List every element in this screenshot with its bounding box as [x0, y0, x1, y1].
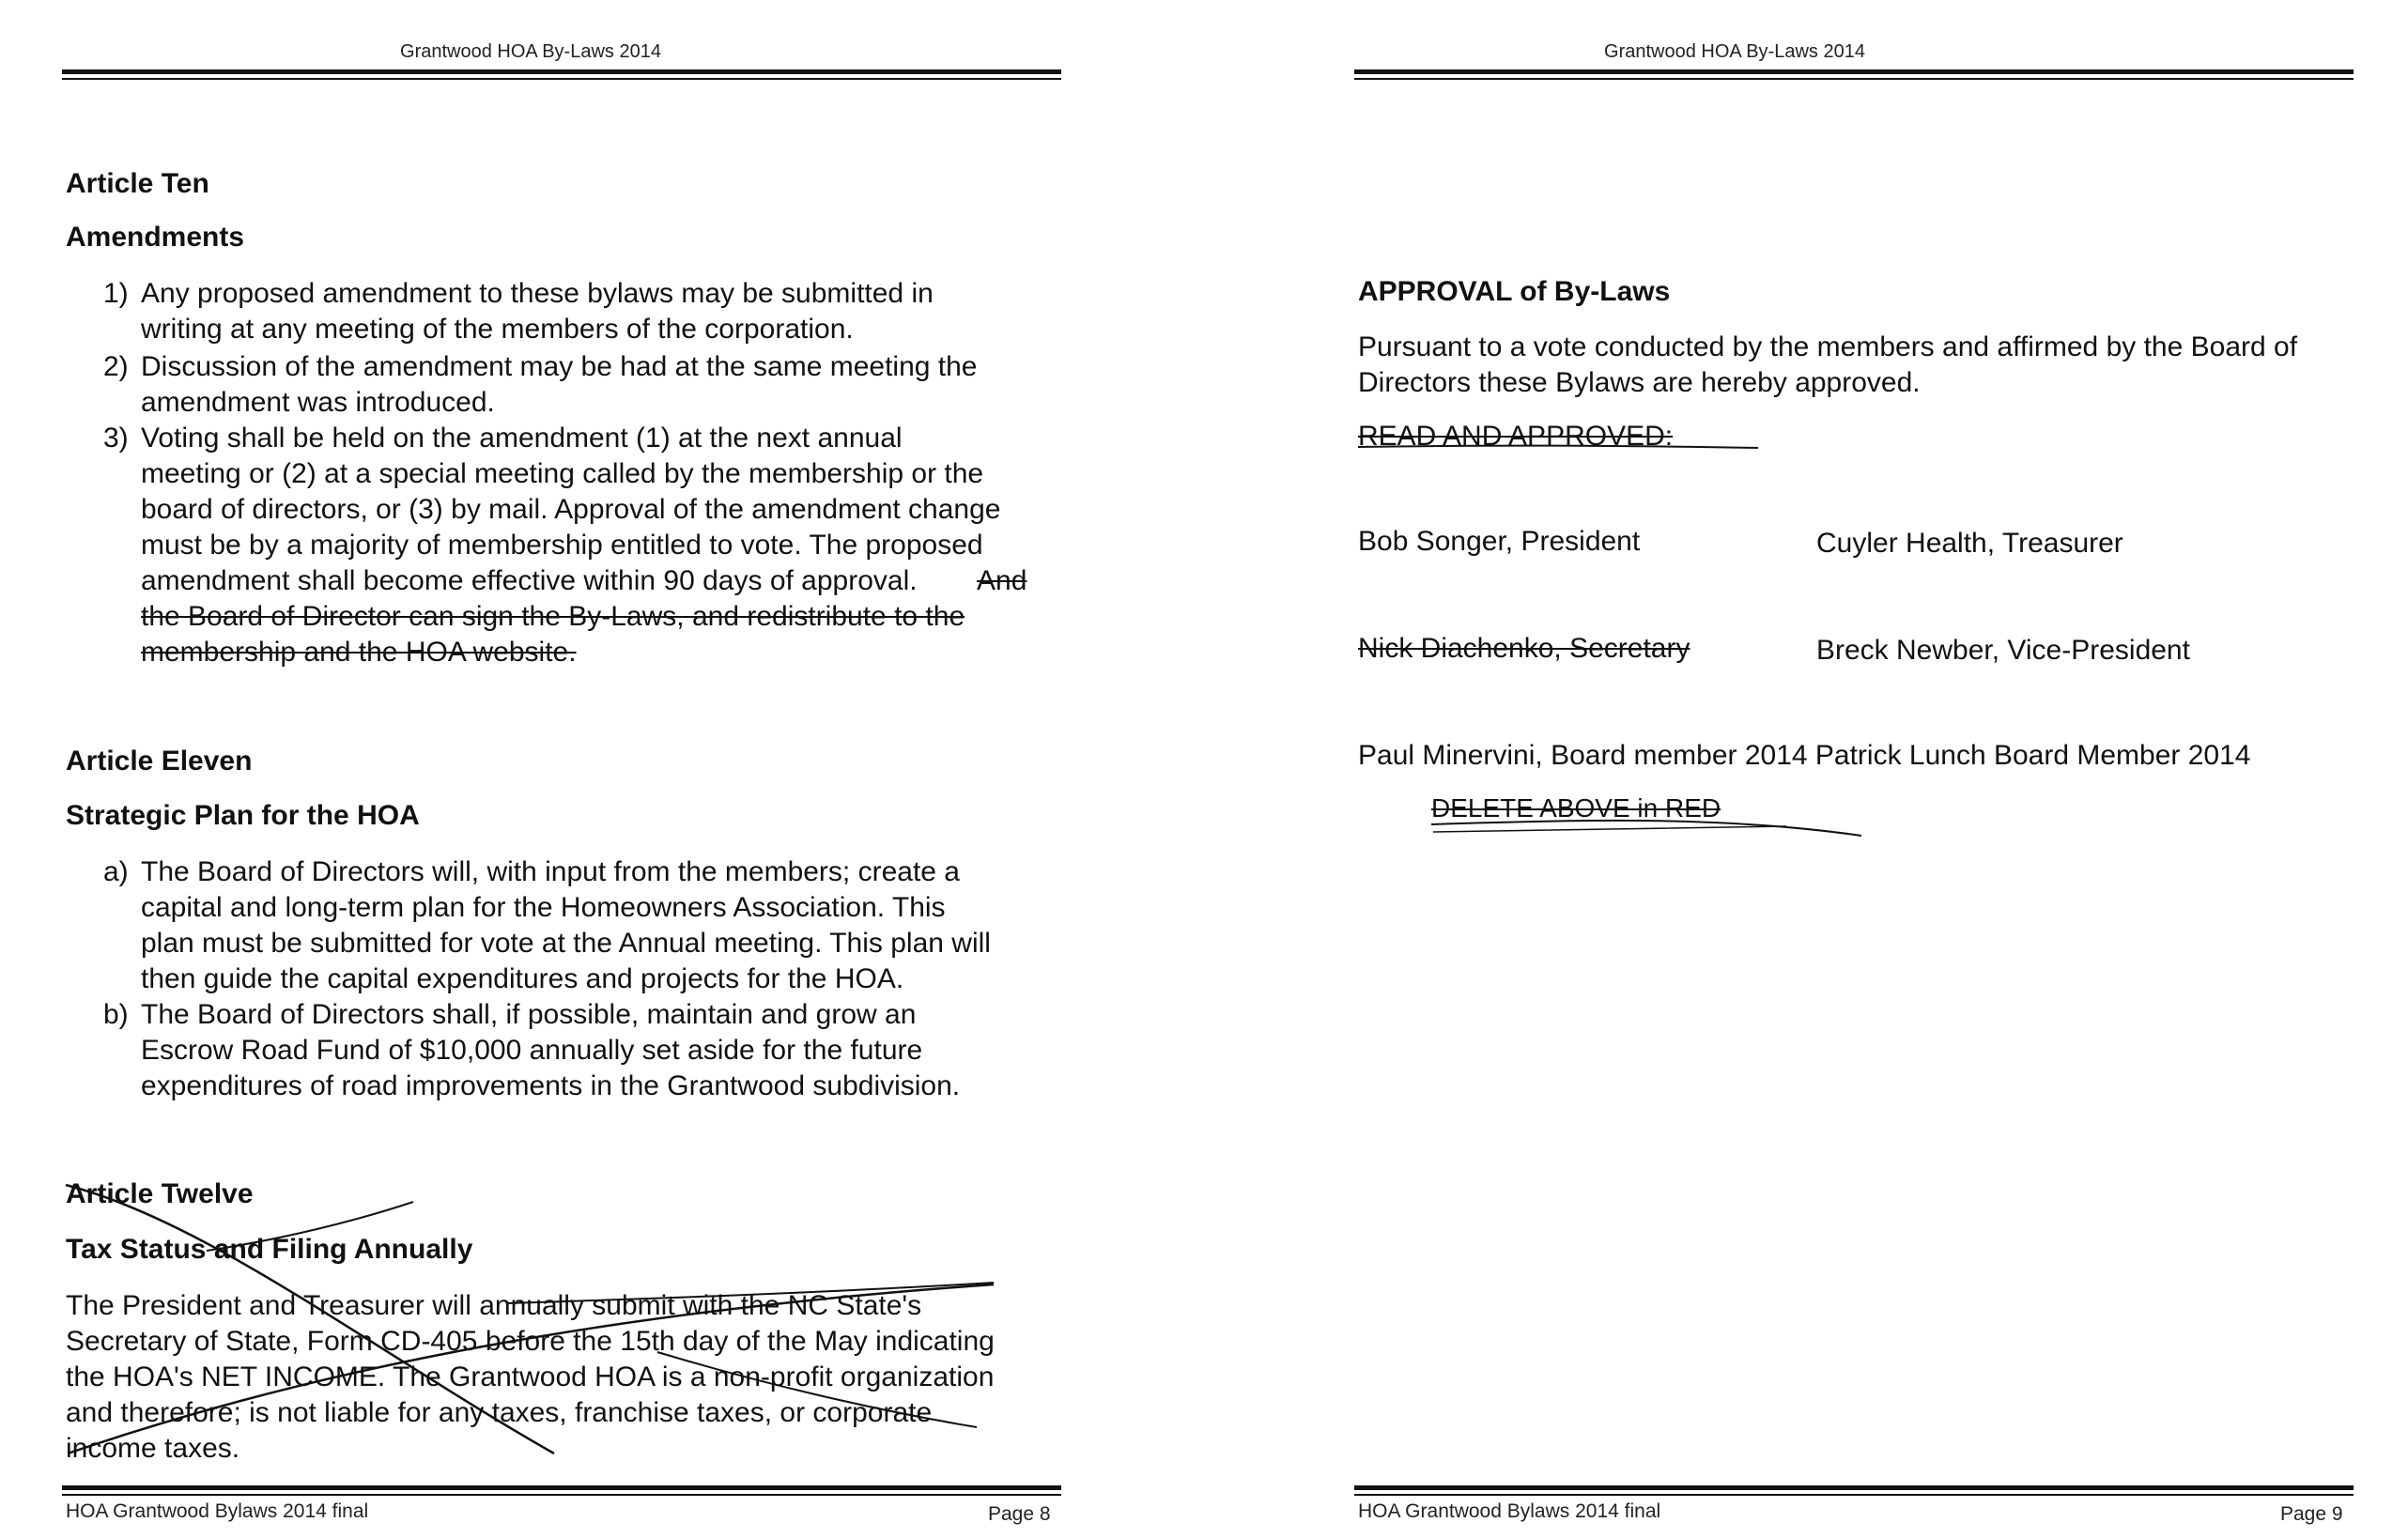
signatory-board-members: Paul Minervini, Board member 2014 Patrick Lunch Board Member 2014: [1358, 740, 2251, 771]
article-ten-title: Article Ten: [66, 168, 209, 199]
item-line: meeting or (2) at a special meeting called by the membership or the: [141, 458, 984, 489]
article-twelve-subtitle: Tax Status and Filing Annually: [66, 1234, 473, 1265]
struck-text: membership and the HOA website.: [141, 637, 577, 668]
header-title: Grantwood HOA By-Laws 2014: [1604, 41, 1865, 62]
handwritten-note: DELETE ABOVE in RED: [1431, 793, 1721, 823]
footer-rule: [1354, 1485, 2354, 1490]
item-line: then guide the capital expenditures and projects for the HOA.: [141, 963, 904, 994]
item-line: amendment was introduced.: [141, 387, 495, 418]
tax-line: the HOA's NET INCOME. The Grantwood HOA is a non-profit organization: [66, 1361, 995, 1392]
header-rule-thin: [1354, 78, 2354, 80]
signatory-treasurer: Cuyler Health, Treasurer: [1816, 528, 2123, 559]
item-number: a): [103, 856, 129, 887]
item-line: amendment shall become effective within 90 days of approval.: [141, 565, 918, 596]
header-rule: [1354, 69, 2354, 74]
item-line: The Board of Directors will, with input from the members; create a: [141, 856, 960, 887]
header-rule: [62, 69, 1061, 74]
item-line: Voting shall be held on the amendment (1) at the next annual: [141, 423, 903, 454]
item-number: 3): [103, 423, 129, 454]
approval-line: Pursuant to a vote conducted by the members and affirmed by the Board of: [1358, 331, 2298, 362]
item-line: must be by a majority of membership entitled to vote. The proposed: [141, 530, 983, 561]
footer-doc-name: HOA Grantwood Bylaws 2014 final: [66, 1500, 369, 1522]
item-line: Escrow Road Fund of $10,000 annually set aside for the future: [141, 1035, 923, 1066]
tax-line: Secretary of State, Form CD-405 before the 15th day of the May indicating: [66, 1326, 995, 1357]
struck-text: the Board of Director can sign the By-Laws, and redistribute to the: [141, 601, 965, 632]
header-rule-thin: [62, 78, 1061, 80]
approval-title: APPROVAL of By-Laws: [1358, 276, 1671, 307]
tax-line: income taxes.: [66, 1433, 240, 1464]
item-line: capital and long-term plan for the Homeowners Association. This: [141, 892, 946, 923]
signatory-president: Bob Songer, President: [1358, 526, 1641, 557]
footer-page-number: Page 9: [2280, 1503, 2343, 1525]
signatory-vice-president: Breck Newber, Vice-President: [1816, 635, 2190, 666]
item-number: 2): [103, 351, 129, 382]
footer-page-number: Page 8: [988, 1503, 1051, 1525]
read-approved-label: READ AND APPROVED:: [1358, 421, 1674, 452]
item-number: 1): [103, 278, 129, 309]
footer-rule-thin: [1354, 1494, 2354, 1496]
item-line: expenditures of road improvements in the Grantwood subdivision.: [141, 1070, 961, 1101]
page-9: [1204, 0, 2408, 1538]
article-eleven-subtitle: Strategic Plan for the HOA: [66, 800, 420, 831]
approval-line: Directors these Bylaws are hereby approved.: [1358, 367, 1921, 398]
item-line: plan must be submitted for vote at the Annual meeting. This plan will: [141, 928, 991, 959]
item-line: writing at any meeting of the members of the corporation.: [141, 314, 854, 345]
item-line: Discussion of the amendment may be had at the same meeting the: [141, 351, 978, 382]
tax-line: and therefore; is not liable for any taxes, franchise taxes, or corporate: [66, 1397, 933, 1428]
article-ten-subtitle: Amendments: [66, 222, 245, 253]
item-line: Any proposed amendment to these bylaws may be submitted in: [141, 278, 934, 309]
item-line: board of directors, or (3) by mail. Approval of the amendment change: [141, 494, 1001, 525]
tax-line: The President and Treasurer will annually submit with the NC State's: [66, 1290, 922, 1321]
footer-rule: [62, 1485, 1061, 1490]
signatory-secretary: Nick Diachenko, Secretary: [1358, 633, 1690, 664]
header-title: Grantwood HOA By-Laws 2014: [400, 41, 661, 62]
item-number: b): [103, 999, 129, 1030]
footer-doc-name: HOA Grantwood Bylaws 2014 final: [1358, 1500, 1661, 1522]
footer-rule-thin: [62, 1494, 1061, 1496]
article-eleven-title: Article Eleven: [66, 746, 253, 777]
article-twelve-title: Article Twelve: [66, 1178, 254, 1209]
item-line: The Board of Directors shall, if possible, maintain and grow an: [141, 999, 917, 1030]
struck-text: And: [977, 565, 1027, 596]
